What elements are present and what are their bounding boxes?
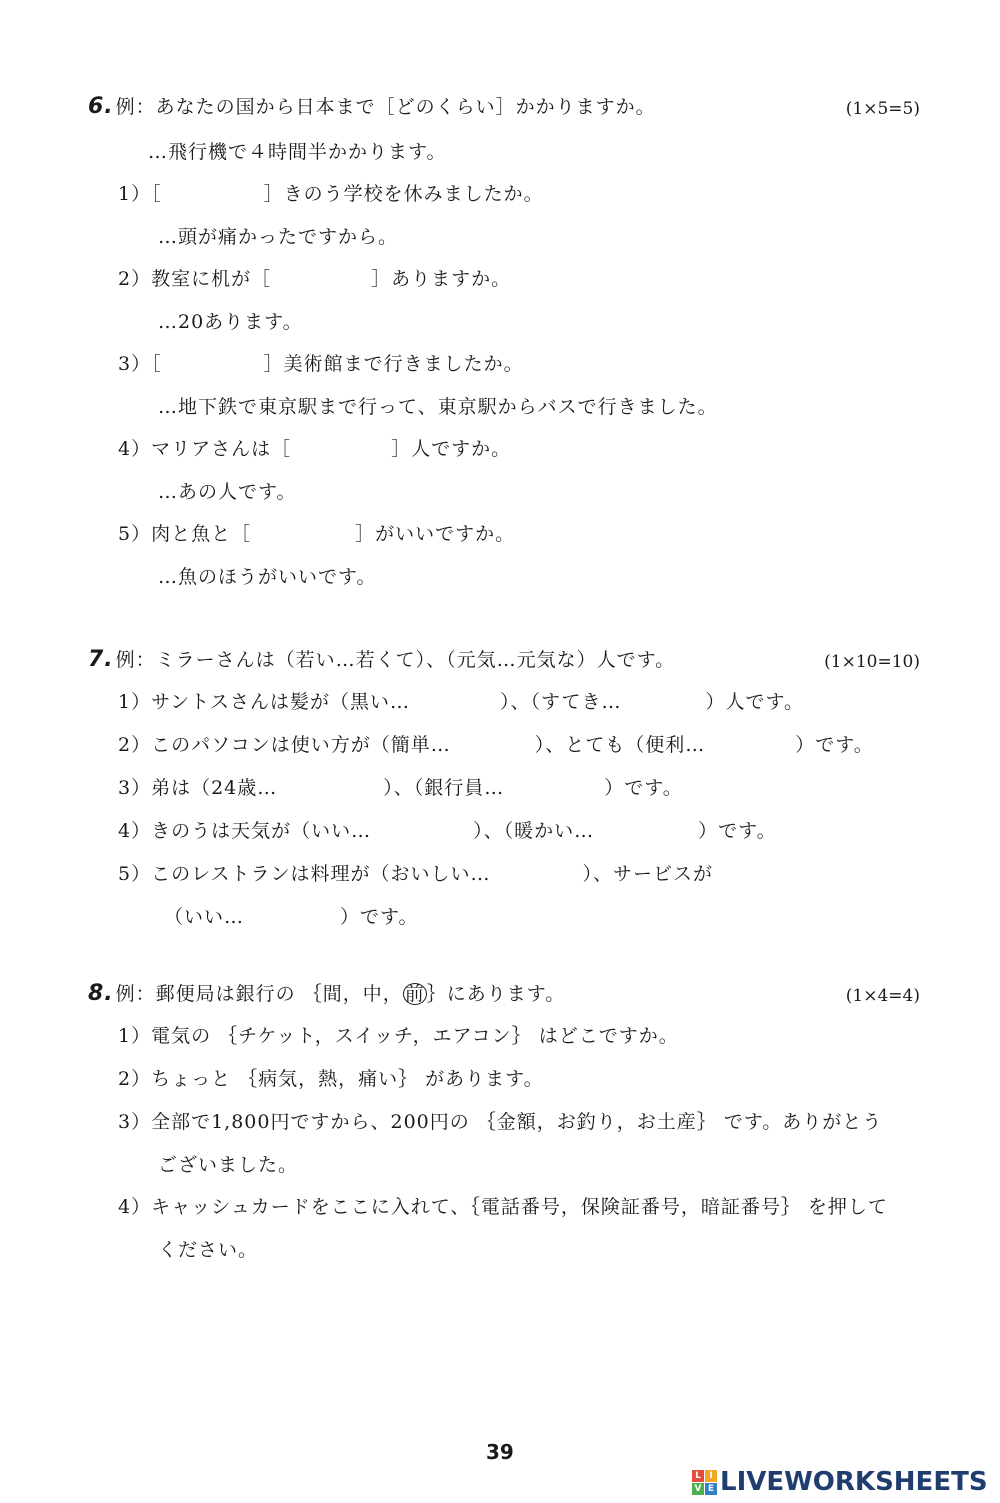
section7-item-1: 1）サントスさんは髪が（黒い… ）、（すてき… ）人です。 <box>118 691 805 713</box>
section8-number: 8. <box>88 981 114 1006</box>
brand-mark-tile: I <box>705 1470 717 1482</box>
section7-example <box>88 648 675 672</box>
section7-number: 7. <box>88 647 114 672</box>
section6-score: (1×5=5) <box>845 99 920 119</box>
circled-answer: 前 <box>404 983 425 1005</box>
section6-item-2-question: 2）教室に机が［ ］ありますか。 <box>118 268 512 290</box>
brand-mark-icon <box>692 1470 717 1495</box>
section8-item-3[interactable]: 3）全部で1,800円ですから、200円の ｛金額，お釣り，お土産｝ です。ありがとう <box>118 1111 883 1133</box>
section6-item-1-answer: …頭が痛かったですから。 <box>158 226 399 248</box>
section7-item-5: 5）このレストランは料理が（おいしい… ）、サービスが <box>118 863 714 885</box>
section7-item-5-continued: （いい… ）です。 <box>164 906 419 928</box>
section7-item-4: 4）きのうは天気が（いい… ）、（暖かい… ）です。 <box>118 820 777 842</box>
section6-item-5-question: 5）肉と魚と［ ］がいいですか。 <box>118 523 516 545</box>
section7-item-2: 2）このパソコンは使い方が（簡単… ）、とても（便利… ）です。 <box>118 734 874 756</box>
section6-example-q-text: 例：あなたの国から日本まで［どのくらい］かかりますか。 <box>115 96 656 118</box>
section6-item-3-question: 3）［ ］美術館まで行きましたか。 <box>118 353 524 375</box>
section6-example-question <box>88 95 656 119</box>
section7-item-3: 3）弟は（24歳… ）、（銀行員… ）です。 <box>118 777 683 799</box>
page-number: 39 <box>486 1440 514 1464</box>
section7-score: (1×10=10) <box>824 652 920 672</box>
section6-item-3-answer: …地下鉄で東京駅まで行って、東京駅からバスで行きました。 <box>158 396 718 418</box>
section8-item-3-continued: ございました。 <box>158 1154 299 1176</box>
section8-item-4[interactable]: 4）キャッシュカードをここに入れて、｛電話番号，保険証番号，暗証番号｝ を押して <box>118 1196 888 1218</box>
section6-item-4-answer: …あの人です。 <box>158 481 297 503</box>
brand-mark-tile: E <box>705 1483 717 1495</box>
brand-mark-tile: L <box>692 1470 704 1482</box>
section8-item-2[interactable]: 2）ちょっと ｛病気，熱，痛い｝ があります。 <box>118 1068 544 1090</box>
section8-example: 8. 例：郵便局は銀行の ｛間，中， 前 ｝にあります。 <box>88 981 566 1006</box>
section6-item-1-question: 1）［ ］きのう学校を休みましたか。 <box>118 183 544 205</box>
section6-item-5-answer: …魚のほうがいいです。 <box>158 566 377 588</box>
brand-logo <box>692 1468 988 1496</box>
section6-item-4-question: 4）マリアさんは［ ］人ですか。 <box>118 438 512 460</box>
brand-mark-tile: V <box>692 1483 704 1495</box>
section6-example-answer: …飛行機で４時間半かかります。 <box>148 141 447 163</box>
section8-item-4-continued: ください。 <box>158 1239 259 1261</box>
section8-item-1[interactable]: 1）電気の ｛チケット，スイッチ，エアコン｝ はどこですか。 <box>118 1025 679 1047</box>
section8-score: (1×4=4) <box>845 986 920 1006</box>
brand-name: LIVEWORKSHEETS <box>720 1467 988 1497</box>
section7-example-text: 例：ミラーさんは（若い…若くて）、（元気…元気な）人です。 <box>115 649 676 671</box>
section6-number: 6. <box>88 94 114 119</box>
section6-item-2-answer: …20あります。 <box>158 311 303 333</box>
